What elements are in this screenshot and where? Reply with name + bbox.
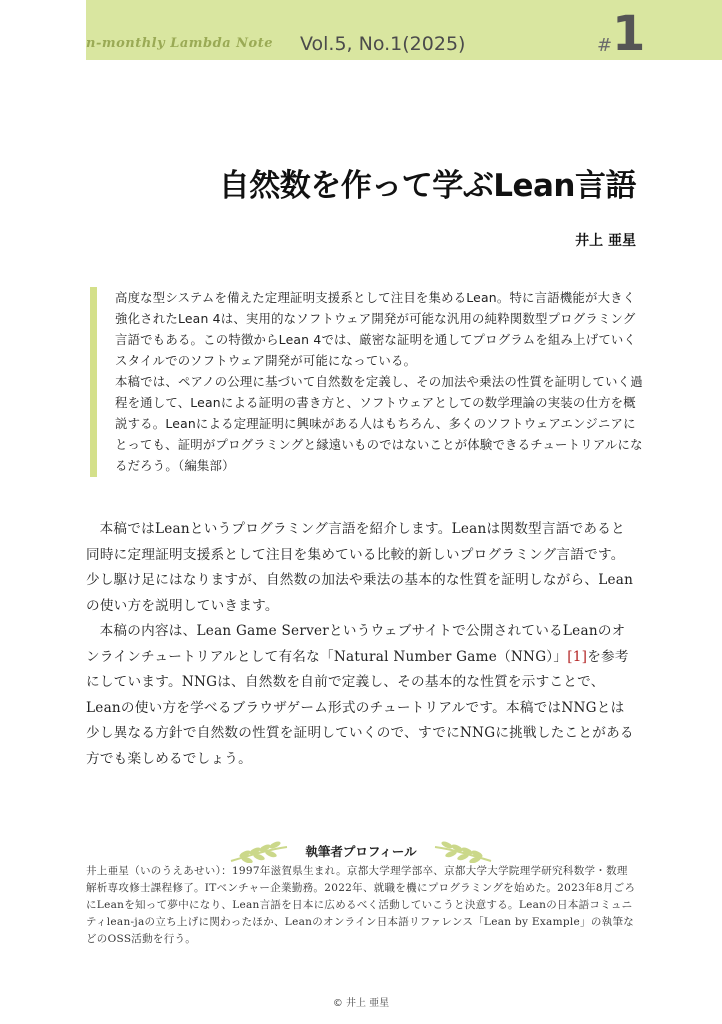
profile-heading-row: [86, 838, 636, 864]
body-paragraph-1: 本稿ではLeanというプログラミング言語を紹介します。Leanは関数型言語であると同時に定理証明支援系として注目を集めている比較的新しいプログラミング言語です。少し駆け足にはなりますが、自然数の加法や乗法の基本的な性質を証明しながら、Leanの使い方を説明していきます。: [86, 521, 634, 614]
article-title: 自然数を作って学ぶLean言語: [218, 168, 636, 204]
laurel-right-icon: [431, 839, 495, 863]
body-paragraph-2-start: 本稿の内容は、Lean Game Serverというウェブサイトで公開されているLeanのオンラインチュートリアルとして有名な「Natural Number Game（NNG）」: [86, 623, 626, 665]
body-paragraph-2: [86, 619, 636, 772]
profile-text: 井上亜星（いのうえあせい）：1997年滋賀県生まれ。京都大学理学部卒、京都大学大学院理学研究科数学・数理解析専攻修士課程修了。ITベンチャー企業勤務。2022年、就職を機にプログラミングを始めた。2023年8月ごろにLeanを知って夢中になり、Lean言語を日本に広めるべく活動していこうと決意する。Leanの日本語コミュニティlean-jaの立ち上げに関わったほか、Leanのオンライン日本語リファレンス「Lean by Example」の執筆などのOSS活動を行う。: [86, 865, 636, 945]
laurel-left-icon: [227, 839, 291, 863]
volume-number: Vol.5, No.1(2025): [300, 33, 466, 55]
abstract-paragraph-1: 高度な型システムを備えた定理証明支援系として注目を集めるLean。特に言語機能が大きく強化されたLean 4は、実用的なソフトウェア開発が可能な汎用の純粋関数型プログラミング言語でもある。この特徴からLean 4では、厳密な証明を通してプログラムを組み上げていくスタイルでのソフトウェア開発が可能になっている。: [115, 290, 637, 368]
profile-heading: 執筆者プロフィール: [305, 844, 417, 859]
body-paragraph-2-end: を参考にしています。NNGは、自然数を自前で定義し、その基本的な性質を示すことで、Leanの使い方を学べるブラウザゲーム形式のチュートリアルです。本稿ではNNGとは少し異なる方針で自然数の性質を証明していくので、すでにNNGに挑戦したことがある方でも楽しめるでしょう。: [86, 648, 634, 767]
copyright: © 井上 亜星: [332, 998, 390, 1009]
abstract-paragraph-2: 本稿では、ペアノの公理に基づいて自然数を定義し、その加法や乗法の性質を証明していく過程を通して、Leanによる証明の書き方と、ソフトウェアとしての数学理論の実装の仕方を概説する。Leanによる定理証明に興味がある人はもちろん、多くのソフトウェアエンジニアにとっても、証明がプログラミングと縁遠いものではないことが体験できるチュートリアルになるだろう。（編集部）: [115, 374, 643, 473]
author-name: 井上 亜星: [575, 233, 636, 249]
body-text: [86, 517, 636, 772]
series-name: n-monthly Lambda Note: [86, 36, 273, 51]
abstract-box: [90, 287, 643, 477]
issue-number: 1: [612, 6, 646, 62]
issue-hash: #: [597, 35, 613, 56]
reference-link-1[interactable]: [1]: [567, 648, 588, 665]
author-profile: [86, 863, 636, 948]
